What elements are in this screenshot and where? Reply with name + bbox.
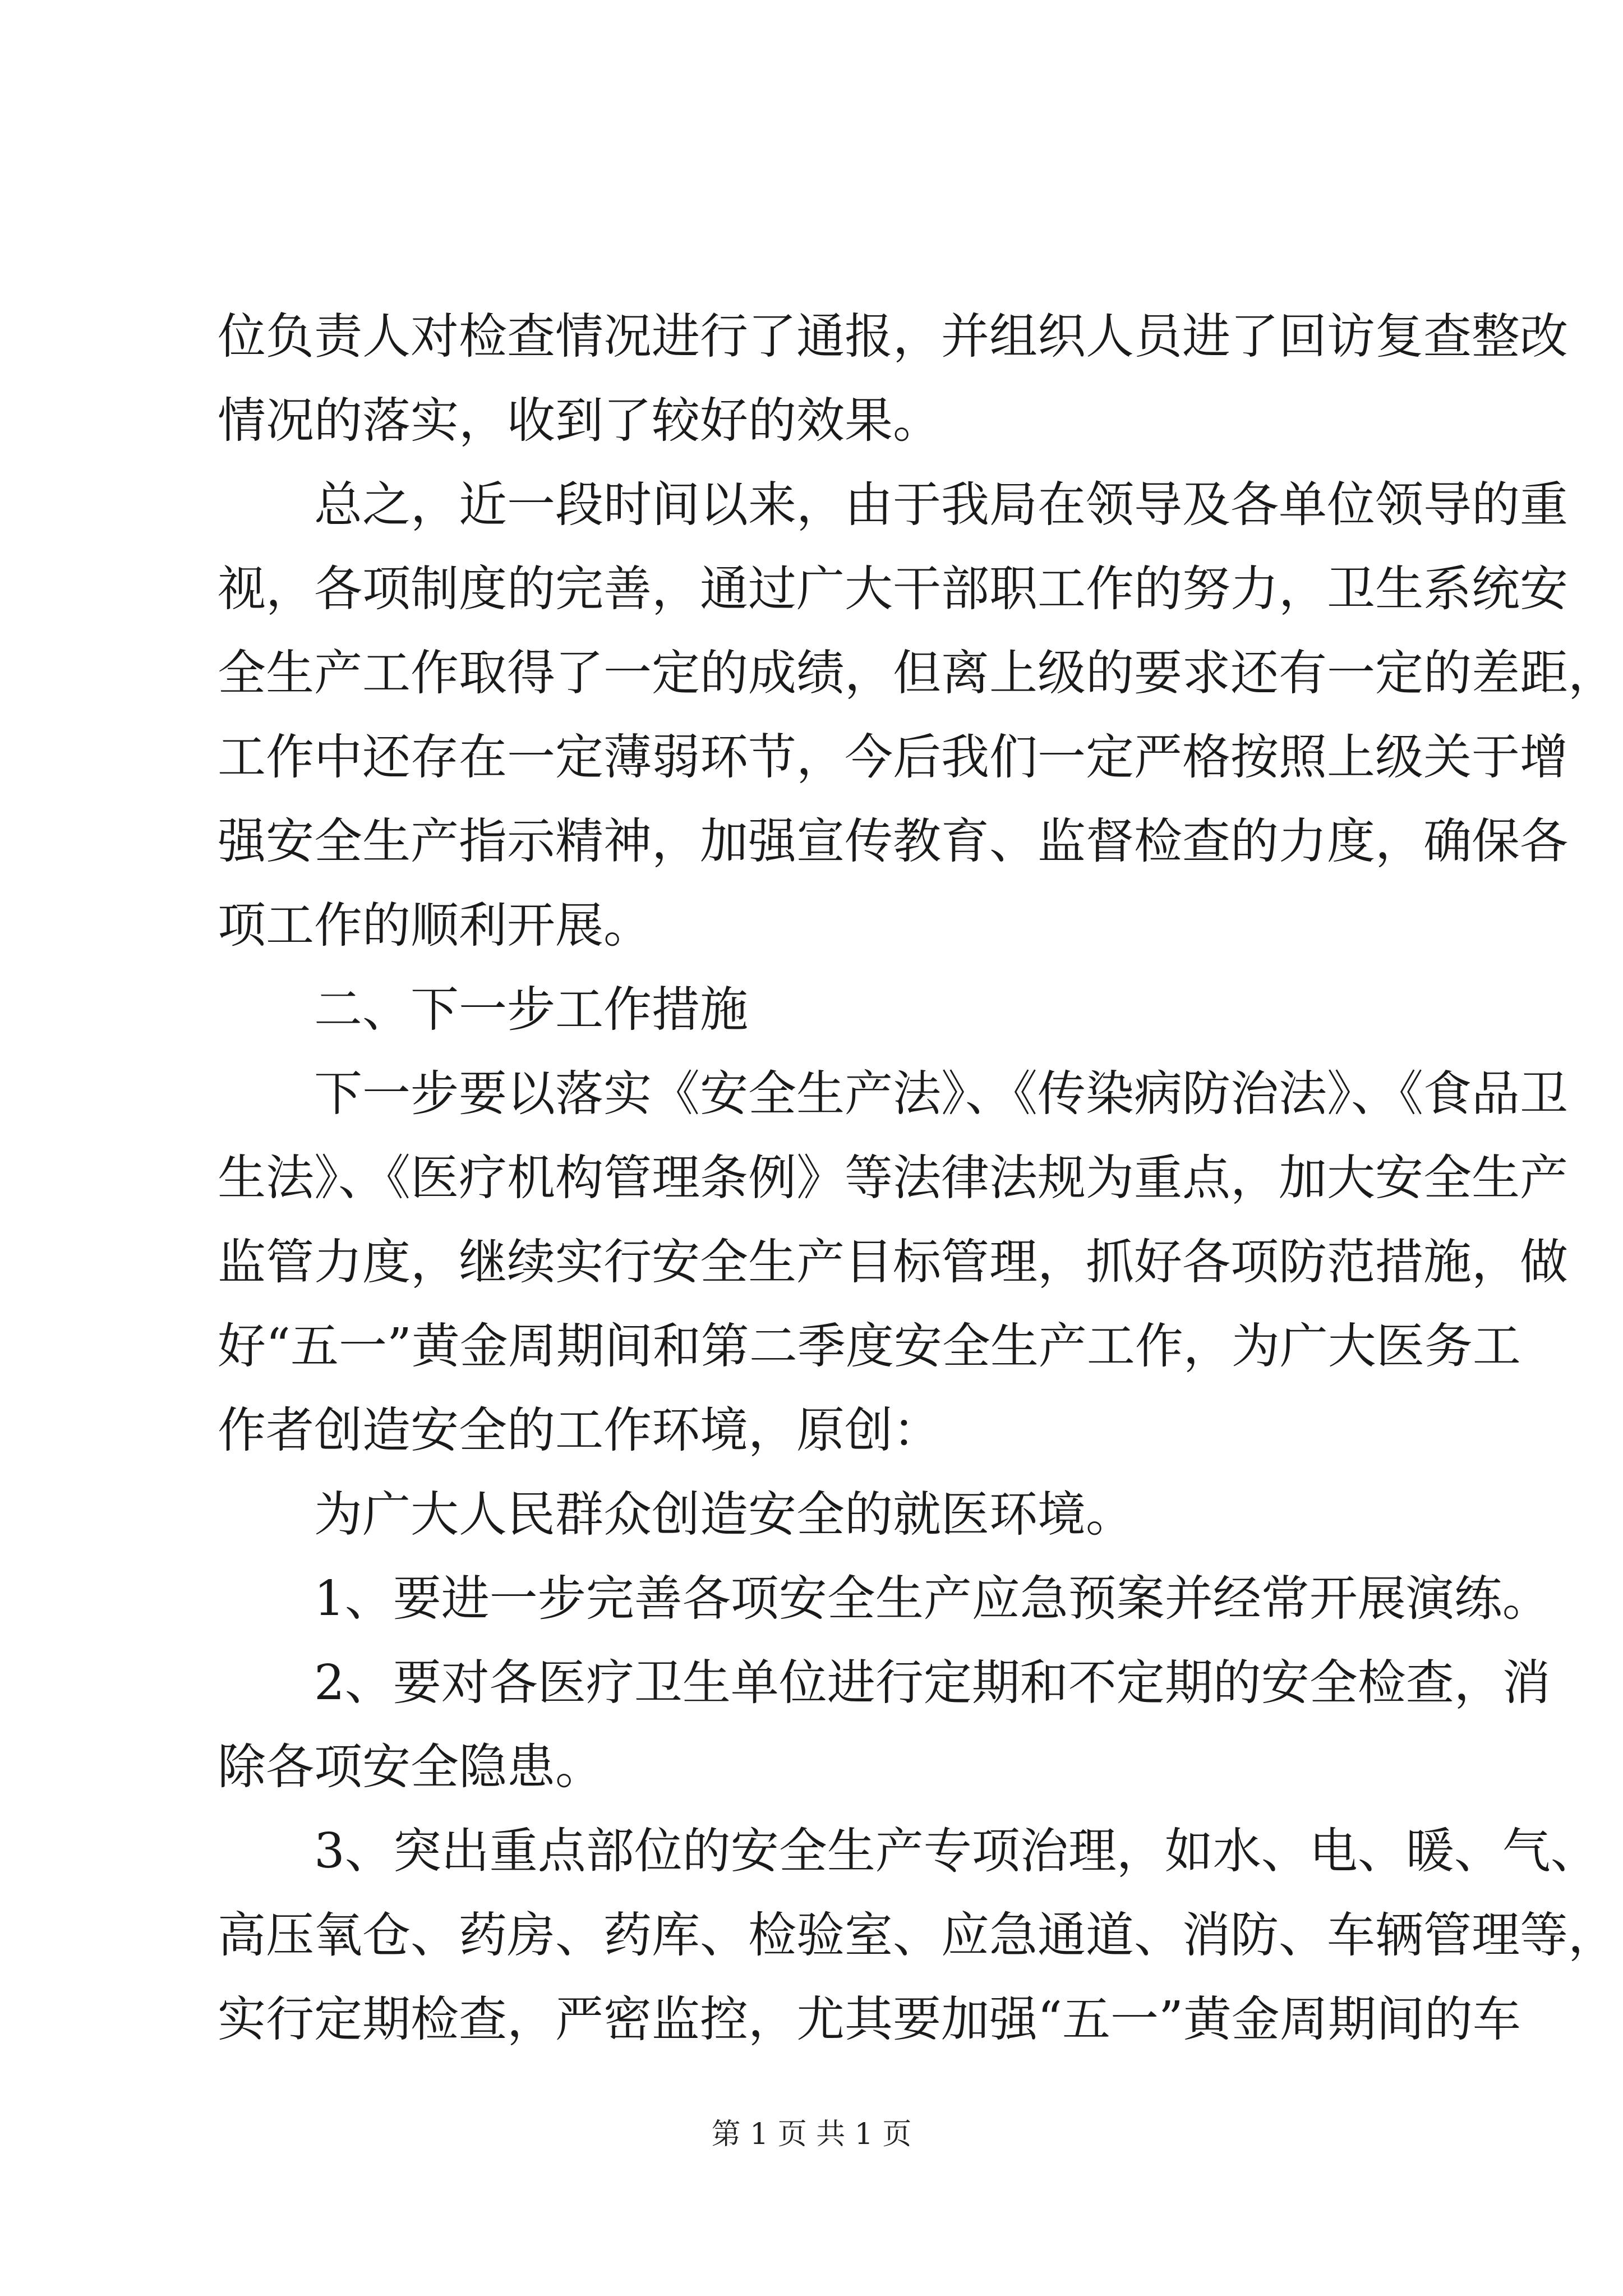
page-footer bbox=[0, 2115, 1623, 2154]
text-line: 项工作的顺利开展。 bbox=[218, 898, 652, 954]
text-line: 生法》、《医疗机构管理条例》等法律法规为重点，加大安全生产 bbox=[218, 1150, 1568, 1206]
paragraph-start: 为广大人民群众创造安全的就医环境。 bbox=[314, 1487, 1134, 1543]
text-line: 情况的落实，收到了较好的效果。 bbox=[218, 393, 941, 449]
page-number: 第 1 页 共 1 页 bbox=[711, 2118, 912, 2151]
list-item: 3、突出重点部位的安全生产专项治理，如水、电、暖、气、 bbox=[314, 1823, 1599, 1879]
text-line: 作者创造安全的工作环境，原创： bbox=[218, 1402, 941, 1458]
paragraph-start: 下一步要以落实《安全生产法》、《传染病防治法》、《食品卫 bbox=[314, 1066, 1568, 1122]
text-line: 除各项安全隐患。 bbox=[218, 1739, 603, 1795]
text-line: 监管力度，继续实行安全生产目标管理，抓好各项防范措施，做 bbox=[218, 1234, 1568, 1290]
text-line: 好“五一”黄金周期间和第二季度安全生产工作，为广大医务工 bbox=[218, 1318, 1521, 1374]
list-item: 1、要进一步完善各项安全生产应急预案并经常开展演练。 bbox=[314, 1571, 1551, 1627]
section-heading: 二、下一步工作措施 bbox=[314, 982, 748, 1038]
document-body bbox=[218, 303, 1616, 2070]
text-line: 高压氧仓、药房、药库、检验室、应急通道、消防、车辆管理等， bbox=[218, 1907, 1616, 1963]
paragraph-start: 总之，近一段时间以来，由于我局在领导及各单位领导的重 bbox=[314, 477, 1568, 533]
text-line: 实行定期检查，严密监控，尤其要加强“五一”黄金周期间的车 bbox=[218, 1991, 1521, 2047]
text-line: 工作中还存在一定薄弱环节，今后我们一定严格按照上级关于增 bbox=[218, 729, 1568, 785]
text-line: 强安全生产指示精神，加强宣传教育、监督检查的力度，确保各 bbox=[218, 813, 1568, 869]
text-line: 视，各项制度的完善，通过广大干部职工作的努力，卫生系统安 bbox=[218, 561, 1568, 617]
text-line: 位负责人对检查情况进行了通报，并组织人员进了回访复查整改 bbox=[218, 309, 1568, 365]
text-line: 全生产工作取得了一定的成绩，但离上级的要求还有一定的差距， bbox=[218, 645, 1616, 701]
list-item: 2、要对各医疗卫生单位进行定期和不定期的安全检查，消 bbox=[314, 1655, 1551, 1711]
